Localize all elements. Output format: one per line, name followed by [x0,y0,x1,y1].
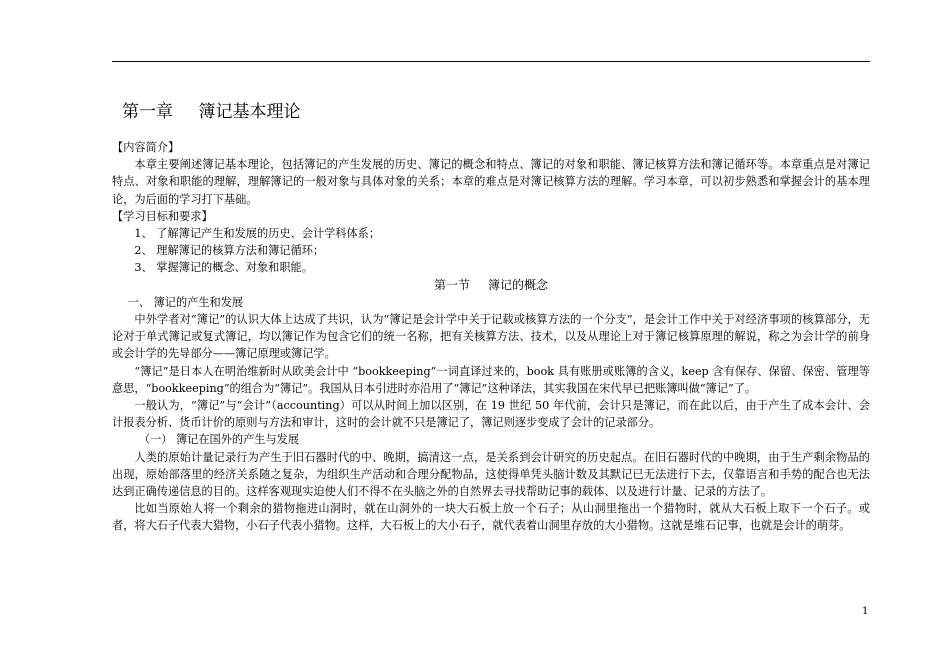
chapter-number: 第一章 [122,102,173,122]
document-body [112,100,870,535]
goals-heading: 【学习目标和要求】 [112,209,213,223]
paragraph-a2: “簿记”是日本人在明治维新时从欧美会计中 “bookkeeping”一词直译过来的，book 具有账册或账簿的含义，keep 含有保存、保留、保密、管理等意思，“bookkeeping”的组合为“簿记”。我国从日本引进时亦沿用了“簿记”这种译法，其实我国在宋代早已把账簿叫做“簿记”了。 [112,364,870,395]
subsection-heading-2: （一） 簿记在国外的产生与发展 [138,433,300,447]
chapter-name: 簿记基本理论 [198,102,301,122]
section-number: 第一节 [433,277,470,292]
subsection-heading-1: 一、 簿记的产生和发展 [127,295,244,309]
section-name: 簿记的概念 [488,277,549,292]
chapter-title [112,100,870,124]
goal-item-2: 2、 理解簿记的核算方法和簿记循环； [134,244,325,258]
goal-item-3: 3、 掌握簿记的概念、对象和职能。 [134,261,313,275]
intro-heading: 【内容简介】 [112,141,180,154]
paragraph-b2: 比如当原始人将一个剩余的猎物拖进山洞时，就在山洞外的一块大石板上放一个石子；从山洞里拖出一个猎物时，就从大石板上取下一个石子。或者，将大石子代表大猎物，小石子代表小猎物。这样，大石板上的大小石子，就代表着山洞里存放的大小猎物。这就是堆石记事，也就是会计的萌芽。 [112,502,870,533]
section-title [112,277,870,294]
goal-item-1: 1、 了解簿记产生和发展的历史、会计学科体系； [134,227,381,241]
paragraph-b1: 人类的原始计量记录行为产生于旧石器时代的中、晚期，搞清这一点，是关系到会计研究的历史起点。在旧石器时代的中晚期，由于生产剩余物品的出现，原始部落里的经济关系随之复杂，为组织生产活动和合理分配物品，这使得单凭头脑计数及其默记已无法进行下去，仅靠语言和手势的配合也无法达到正确传递信息的目的。这样客观现实迫使人们不得不在头脑之外的自然界去寻找帮助记事的载体、以及进行计量、记录的方法了。 [112,450,870,499]
paragraph-a1: 中外学者对“簿记”的认识大体上达成了共识，认为“簿记是会计学中关于记载或核算方法的一个分支”，是会计工作中关于对经济事项的核算部分，无论对于单式簿记或复式簿记，均以簿记作为包含它们的统一名称，把有关核算方法、技术，以及从理论上对于簿记核算原理的解说，称之为会计学的前身或会计学的先导部分——簿记原理或簿记学。 [112,313,870,361]
header-rule [112,61,870,62]
page-number: 1 [862,606,869,617]
paragraph-a3: 一般认为，“簿记”与“会计”（accounting）可以从时间上加以区别，在 19 世纪 50 年代前，会计只是簿记，而在此以后，由于产生了成本会计、会计报表分析、货币计价的原则与方法和审计，这时的会计就不只是簿记了，簿记则逐步变成了会计的记录部分。 [112,399,870,430]
intro-paragraph: 本章主要阐述簿记基本理论，包括簿记的产生发展的历史、簿记的概念和特点、簿记的对象和职能、簿记核算方法和簿记循环等。本章重点是对簿记特点、对象和职能的理解，理解簿记的一般对象与具体对象的关系；本章的难点是对簿记核算方法的理解。学习本章，可以初步熟悉和掌握会计的基本理论，为后面的学习打下基础。 [112,158,870,206]
